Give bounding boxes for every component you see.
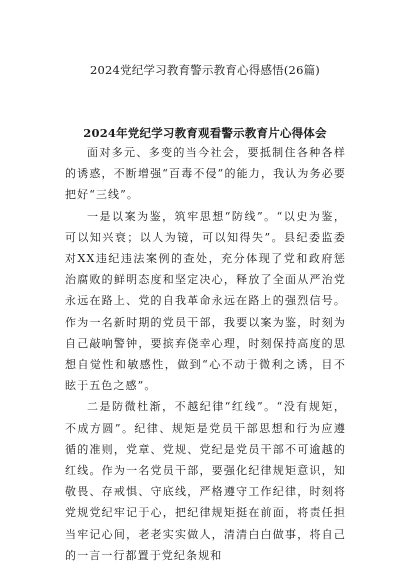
paragraph-point-1: 一是以案为鉴，筑牢思想“防线”。“以史为鉴，可以知兴衰；以人为镜，可以知得失”。县纪委监委对XX违纪违法案例的查处，充分体现了党和政府惩治腐败的鲜明态度和坚定决心，释放了全面从严治党永远在路上、党的自我革命永远在路上的强烈信号。作为一名新时期的党员干部，我要以案为鉴，时刻为自己敲响警钟，要摈弃侥幸心理，时刻保持高度的思想自觉性和敏感性，做到“心不动于微利之诱，目不眩于五色之感”。: [65, 209, 346, 393]
paragraph-point-2: 二是防微杜渐，不越纪律“红线”。“没有规矩，不成方圆”。纪律、规矩是党员干部思想和行为应遵循的准则，党章、党规、党纪是党员干部不可逾越的红线。作为一名党员干部，要强化纪律规矩意识，知敬畏、存戒惧、守底线，严格遵守工作纪律，时刻将党规党纪牢记于心，把纪律规矩挺在前面，将责任担当牢记心间，老老实实做人，清清白白做事，将自己的一言一行都置于党纪条规和: [65, 400, 346, 562]
document-title: 2024党纪学习教育警示教育心得感悟(26篇): [90, 63, 320, 77]
section-title: 2024年党纪学习教育观看警示教育片心得体会: [83, 126, 327, 140]
paragraph-intro: 面对多元、多变的当今社会，要抵制住各种各样的诱惑，不断增强“百毒不侵”的能力，我认为务必要把好“三线”。: [65, 146, 346, 202]
document-body: [65, 142, 346, 566]
